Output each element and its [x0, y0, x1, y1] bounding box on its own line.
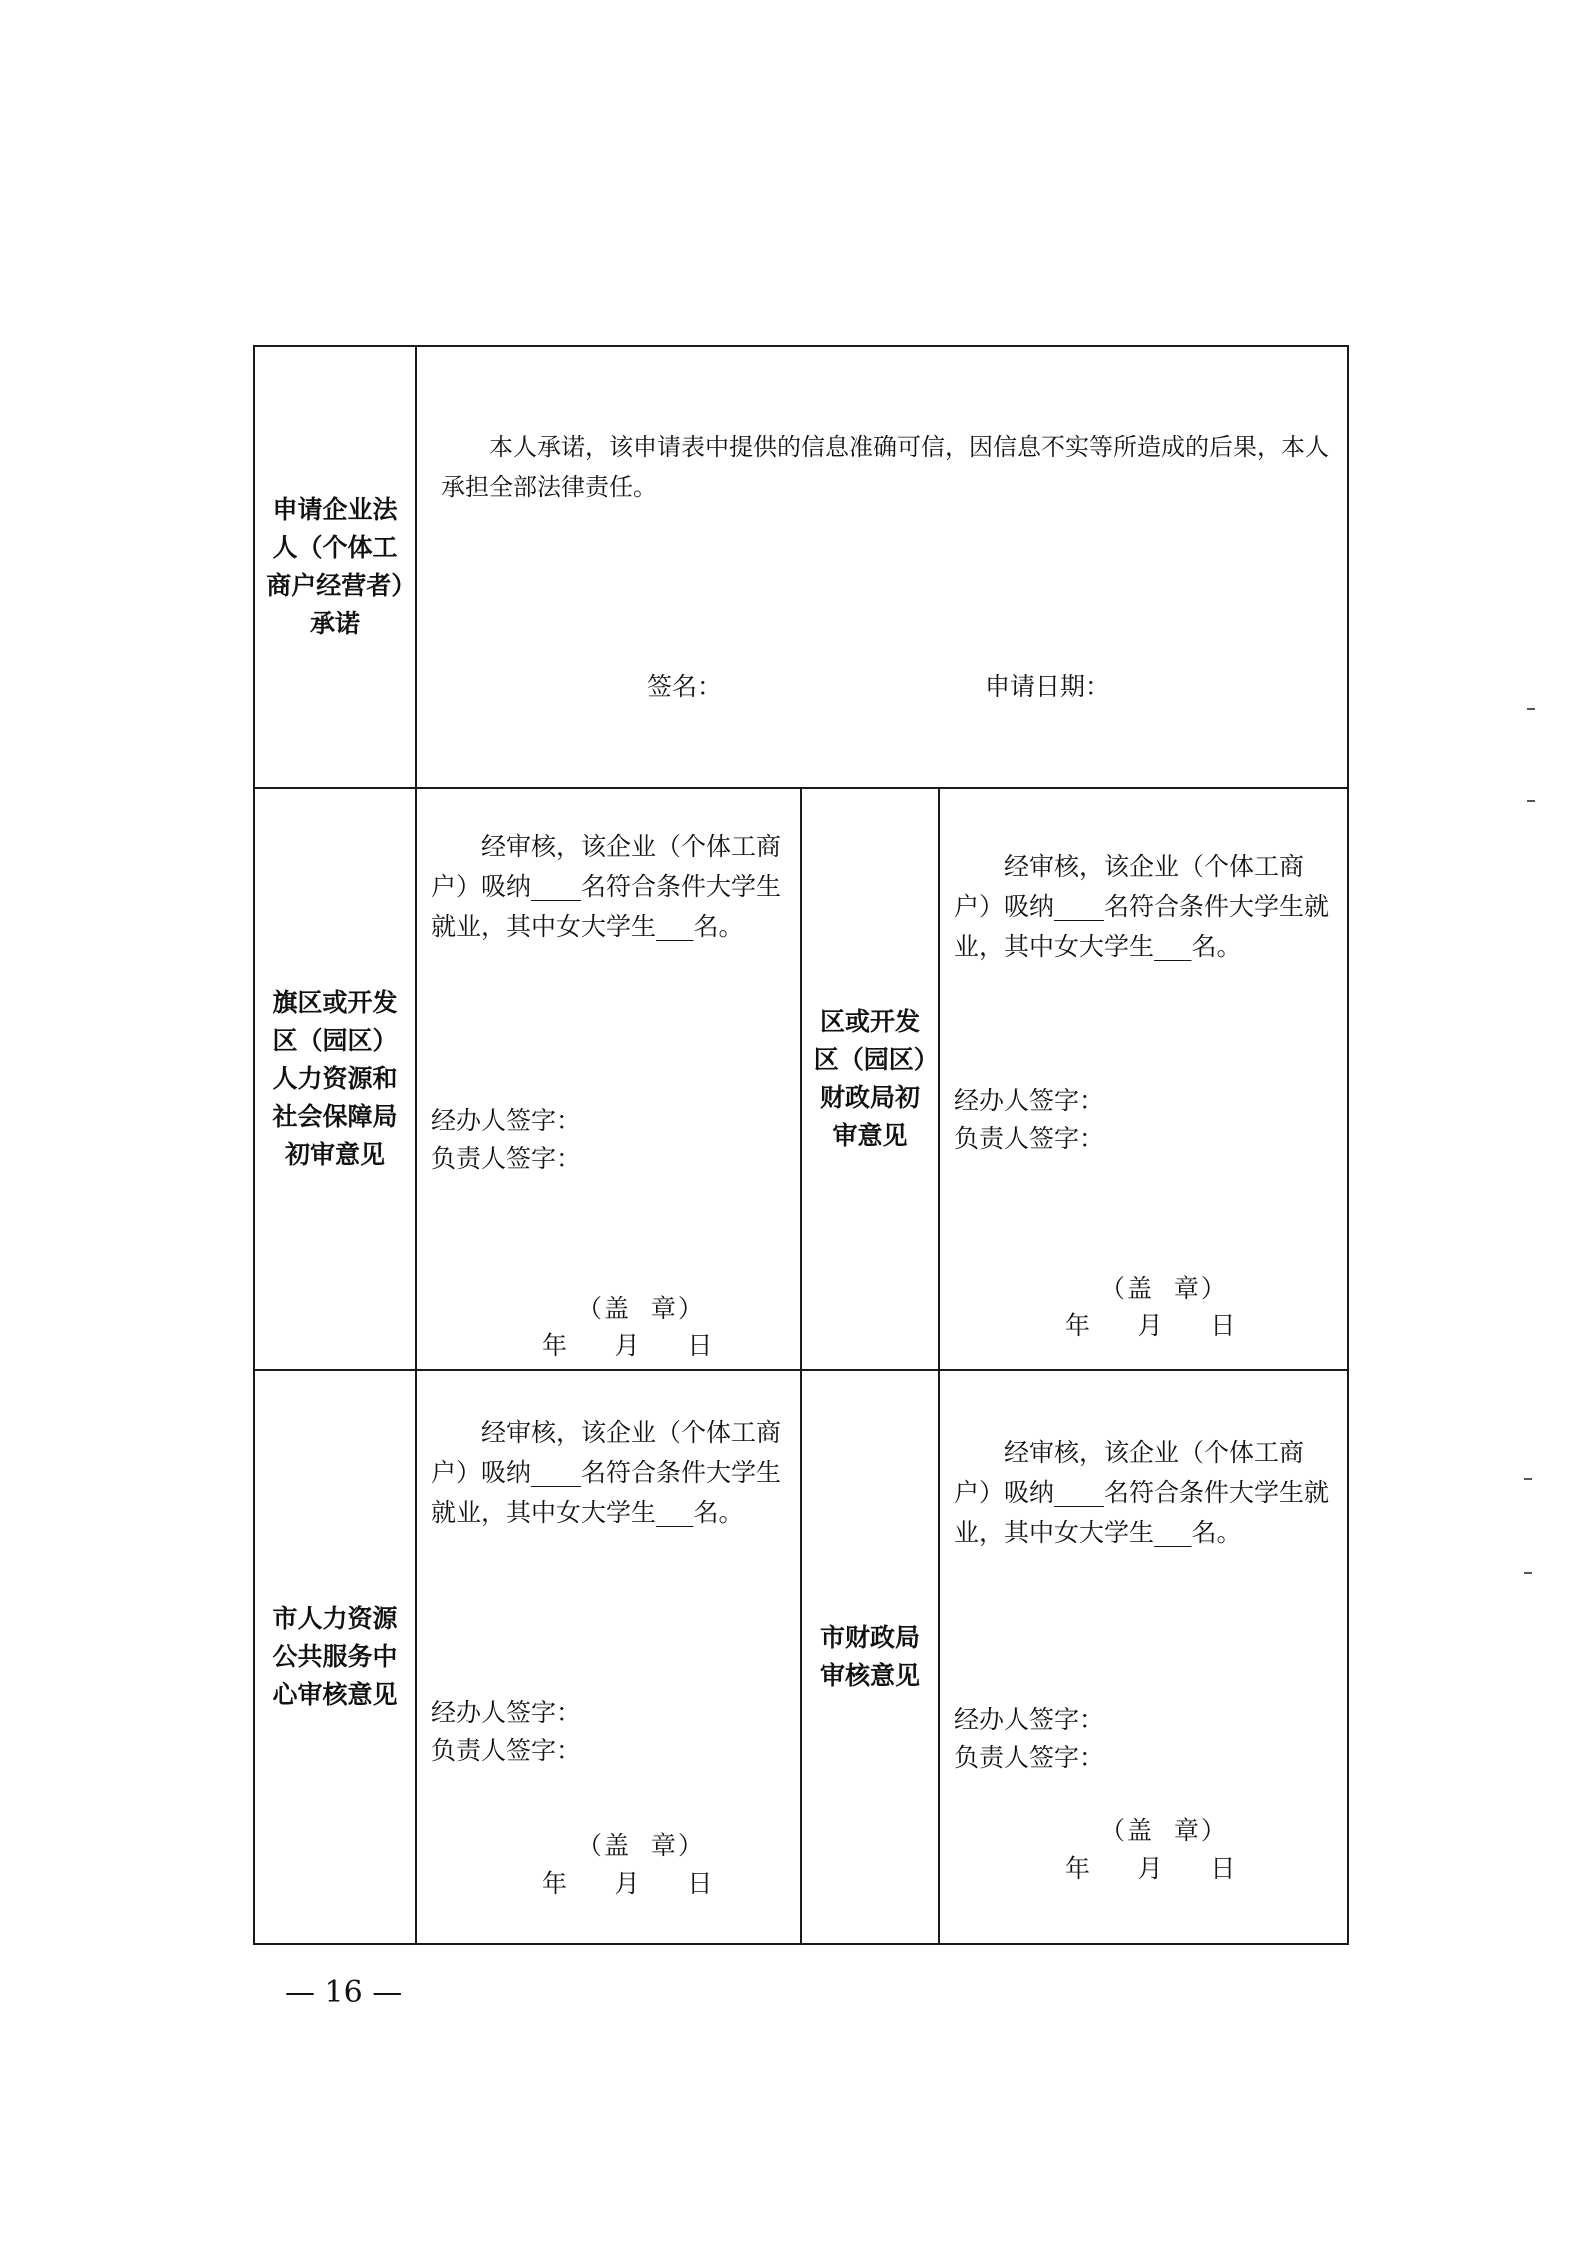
- promise-content-cell: [416, 346, 1348, 788]
- promise-label: 申请企业法人（个体工商户经营者）承诺: [266, 495, 404, 638]
- district-finance-signers: [954, 1082, 1104, 1158]
- district-hr-label: 旗区或开发区（园区）人力资源和社会保障局初审意见: [272, 988, 398, 1169]
- margin-mark: [1524, 1478, 1532, 1480]
- city-hr-label: 市人力资源公共服务中心审核意见: [272, 1604, 398, 1709]
- signature-label: 签名：: [647, 672, 723, 701]
- city-hr-manager-signature: 负责人签字：: [431, 1736, 582, 1765]
- city-hr-handler-signature: 经办人签字：: [431, 1698, 582, 1727]
- district-finance-manager-signature: 负责人签字：: [954, 1124, 1105, 1153]
- city-hr-seal: （盖 章）: [577, 1831, 705, 1860]
- city-hr-label-cell: [254, 1370, 416, 1944]
- city-finance-date: 年 月 日: [1065, 1854, 1236, 1883]
- district-finance-label: 区或开发区（园区）财政局初审意见: [813, 1007, 927, 1150]
- promise-row: [254, 346, 1348, 788]
- district-hr-label-cell: [254, 788, 416, 1370]
- promise-label-cell: [254, 346, 416, 788]
- city-finance-label: 市财政局审核意见: [819, 1623, 920, 1690]
- city-finance-handler-signature: 经办人签字：: [954, 1705, 1105, 1734]
- city-hr-date: 年 月 日: [542, 1869, 713, 1898]
- city-finance-content-cell: [939, 1370, 1348, 1944]
- district-hr-seal: （盖 章）: [577, 1294, 705, 1323]
- district-hr-handler-signature: 经办人签字：: [431, 1106, 582, 1135]
- margin-mark: [1524, 1572, 1532, 1574]
- city-finance-review-text: 经审核，该企业（个体工商户）吸纳____名符合条件大学生就业，其中女大学生___名。: [954, 1438, 1330, 1547]
- margin-mark: [1527, 800, 1535, 802]
- promise-text: 本人承诺，该申请表中提供的信息准确可信，因信息不实等所造成的后果，本人承担全部法律责任。: [441, 433, 1329, 501]
- district-review-row: [254, 788, 1348, 1370]
- district-hr-date: 年 月 日: [542, 1331, 713, 1360]
- city-finance-seal: （盖 章）: [1100, 1816, 1228, 1845]
- district-finance-review-text: 经审核，该企业（个体工商户）吸纳____名符合条件大学生就业，其中女大学生___名。: [954, 852, 1330, 961]
- district-finance-label-cell: [801, 788, 939, 1370]
- district-hr-signers: [431, 1102, 581, 1178]
- city-review-row: [254, 1370, 1348, 1944]
- city-finance-signers: [954, 1701, 1104, 1777]
- application-form-table: [253, 345, 1349, 1945]
- city-hr-review-text: 经审核，该企业（个体工商户）吸纳____名符合条件大学生就业，其中女大学生___名。: [431, 1418, 782, 1527]
- district-finance-date: 年 月 日: [1065, 1311, 1236, 1340]
- district-finance-handler-signature: 经办人签字：: [954, 1086, 1105, 1115]
- city-finance-label-cell: [801, 1370, 939, 1944]
- city-hr-content-cell: [416, 1370, 801, 1944]
- margin-mark: [1527, 708, 1535, 710]
- city-finance-manager-signature: 负责人签字：: [954, 1743, 1105, 1772]
- district-hr-manager-signature: 负责人签字：: [431, 1144, 582, 1173]
- district-finance-content-cell: [939, 788, 1348, 1370]
- city-hr-signers: [431, 1694, 581, 1770]
- application-date-label: 申请日期：: [985, 672, 1111, 701]
- district-finance-seal: （盖 章）: [1100, 1274, 1228, 1303]
- district-hr-review-text: 经审核，该企业（个体工商户）吸纳____名符合条件大学生就业，其中女大学生___名。: [431, 832, 782, 941]
- district-hr-content-cell: [416, 788, 801, 1370]
- page-number: — 16 —: [285, 1975, 403, 2010]
